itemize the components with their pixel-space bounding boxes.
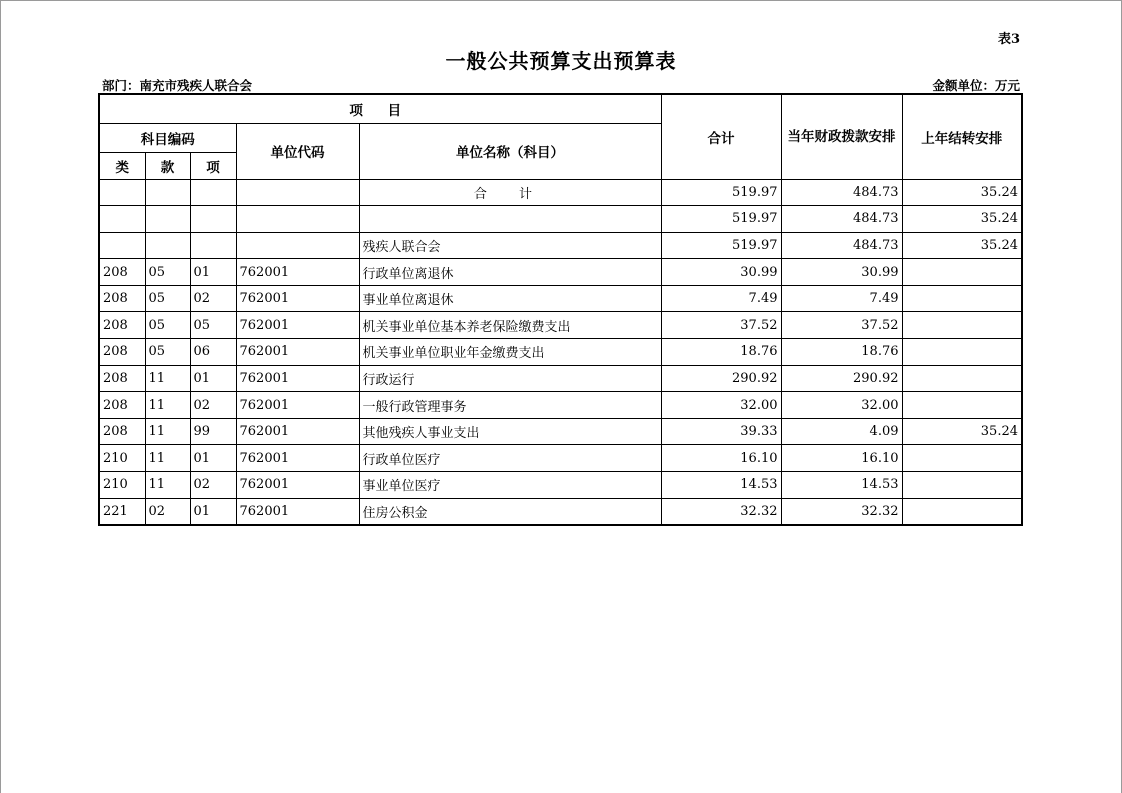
cell-class: 208 (99, 392, 145, 419)
cell-section: 11 (145, 472, 190, 499)
table-row (99, 445, 1022, 472)
cell-entry: 02 (190, 472, 236, 499)
cell-section: 05 (145, 339, 190, 366)
cell-unit-code (236, 179, 359, 206)
cell-total: 519.97 (661, 179, 781, 206)
cell-unit-name: 事业单位医疗 (359, 472, 661, 499)
cell-class (99, 206, 145, 233)
header-class: 类 (99, 152, 145, 179)
amount-unit-label: 金额单位：万元 (932, 78, 1020, 93)
cell-carryover (902, 498, 1022, 525)
cell-entry: 99 (190, 418, 236, 445)
cell-unit-code: 762001 (236, 339, 359, 366)
header-total: 合计 (661, 94, 781, 179)
page-frame-top (0, 0, 1122, 1)
cell-unit-name: 一般行政管理事务 (359, 392, 661, 419)
table-row (99, 285, 1022, 312)
cell-current-year: 18.76 (781, 339, 902, 366)
table-row-total (99, 179, 1022, 206)
cell-total: 37.52 (661, 312, 781, 339)
header-item: 项 目 (99, 94, 661, 123)
cell-entry (190, 179, 236, 206)
cell-section: 05 (145, 312, 190, 339)
cell-unit-name: 行政单位离退休 (359, 259, 661, 286)
cell-unit-name: 行政单位医疗 (359, 445, 661, 472)
cell-current-year: 4.09 (781, 418, 902, 445)
cell-unit-name: 事业单位离退休 (359, 285, 661, 312)
cell-unit-name: 行政运行 (359, 365, 661, 392)
cell-carryover (902, 339, 1022, 366)
table-row (99, 312, 1022, 339)
cell-current-year: 16.10 (781, 445, 902, 472)
cell-entry: 01 (190, 365, 236, 392)
cell-carryover (902, 312, 1022, 339)
cell-class: 221 (99, 498, 145, 525)
table-row (99, 339, 1022, 366)
cell-section: 05 (145, 285, 190, 312)
cell-entry (190, 232, 236, 259)
cell-current-year: 30.99 (781, 259, 902, 286)
cell-total: 39.33 (661, 418, 781, 445)
cell-current-year: 484.73 (781, 232, 902, 259)
cell-section (145, 179, 190, 206)
header-subject-code: 科目编码 (99, 123, 236, 152)
cell-total: 290.92 (661, 365, 781, 392)
cell-section: 11 (145, 445, 190, 472)
cell-entry: 02 (190, 285, 236, 312)
cell-current-year: 37.52 (781, 312, 902, 339)
cell-carryover (902, 365, 1022, 392)
table-row (99, 392, 1022, 419)
table-row (99, 232, 1022, 259)
cell-section: 11 (145, 392, 190, 419)
cell-unit-name: 其他残疾人事业支出 (359, 418, 661, 445)
cell-carryover (902, 445, 1022, 472)
page-frame-left (0, 0, 1, 793)
cell-unit-name: 残疾人联合会 (359, 232, 661, 259)
cell-class: 208 (99, 365, 145, 392)
cell-carryover (902, 472, 1022, 499)
cell-entry: 01 (190, 445, 236, 472)
cell-class: 208 (99, 285, 145, 312)
cell-unit-code: 762001 (236, 365, 359, 392)
cell-unit-code: 762001 (236, 498, 359, 525)
cell-class (99, 179, 145, 206)
cell-unit-name: 合 计 (359, 179, 661, 206)
cell-current-year: 484.73 (781, 206, 902, 233)
cell-carryover (902, 392, 1022, 419)
cell-class (99, 232, 145, 259)
cell-unit-name: 机关事业单位职业年金缴费支出 (359, 339, 661, 366)
cell-section: 11 (145, 418, 190, 445)
table-row (99, 206, 1022, 233)
cell-section: 02 (145, 498, 190, 525)
cell-carryover: 35.24 (902, 418, 1022, 445)
cell-current-year: 484.73 (781, 179, 902, 206)
cell-class: 208 (99, 312, 145, 339)
cell-section (145, 232, 190, 259)
cell-entry: 05 (190, 312, 236, 339)
cell-class: 208 (99, 339, 145, 366)
cell-entry: 01 (190, 498, 236, 525)
cell-entry: 02 (190, 392, 236, 419)
header-current-year: 当年财政拨款安排 (781, 94, 902, 179)
cell-class: 208 (99, 418, 145, 445)
cell-unit-name: 住房公积金 (359, 498, 661, 525)
cell-current-year: 32.32 (781, 498, 902, 525)
table-row (99, 418, 1022, 445)
header-carryover: 上年结转安排 (902, 94, 1022, 179)
cell-total: 18.76 (661, 339, 781, 366)
cell-carryover: 35.24 (902, 232, 1022, 259)
cell-unit-code: 762001 (236, 259, 359, 286)
header-section: 款 (145, 152, 190, 179)
cell-total: 16.10 (661, 445, 781, 472)
cell-unit-code: 762001 (236, 472, 359, 499)
page-title: 一般公共预算支出预算表 (445, 49, 677, 73)
cell-carryover (902, 259, 1022, 286)
cell-total: 519.97 (661, 206, 781, 233)
cell-carryover: 35.24 (902, 179, 1022, 206)
header-unit-code: 单位代码 (236, 123, 359, 179)
cell-section: 05 (145, 259, 190, 286)
header-unit-name: 单位名称（科目） (359, 123, 661, 179)
cell-section (145, 206, 190, 233)
cell-unit-code: 762001 (236, 445, 359, 472)
cell-total: 519.97 (661, 232, 781, 259)
cell-current-year: 7.49 (781, 285, 902, 312)
cell-unit-code (236, 232, 359, 259)
cell-unit-code (236, 206, 359, 233)
cell-entry: 01 (190, 259, 236, 286)
table-row (99, 498, 1022, 525)
table-row (99, 472, 1022, 499)
cell-class: 208 (99, 259, 145, 286)
budget-table (98, 93, 1023, 526)
cell-section: 11 (145, 365, 190, 392)
table-number: 表3 (997, 32, 1020, 47)
cell-unit-code: 762001 (236, 285, 359, 312)
cell-current-year: 290.92 (781, 365, 902, 392)
table-row (99, 259, 1022, 286)
cell-entry (190, 206, 236, 233)
cell-total: 32.00 (661, 392, 781, 419)
cell-entry: 06 (190, 339, 236, 366)
cell-unit-code: 762001 (236, 418, 359, 445)
cell-class: 210 (99, 445, 145, 472)
cell-carryover: 35.24 (902, 206, 1022, 233)
cell-class: 210 (99, 472, 145, 499)
cell-current-year: 32.00 (781, 392, 902, 419)
cell-unit-code: 762001 (236, 312, 359, 339)
cell-total: 7.49 (661, 285, 781, 312)
cell-total: 30.99 (661, 259, 781, 286)
cell-unit-name (359, 206, 661, 233)
cell-unit-name: 机关事业单位基本养老保险缴费支出 (359, 312, 661, 339)
table-row (99, 365, 1022, 392)
cell-carryover (902, 285, 1022, 312)
department-label: 部门：南充市残疾人联合会 (102, 78, 253, 93)
header-entry: 项 (190, 152, 236, 179)
cell-total: 32.32 (661, 498, 781, 525)
cell-unit-code: 762001 (236, 392, 359, 419)
cell-total: 14.53 (661, 472, 781, 499)
cell-current-year: 14.53 (781, 472, 902, 499)
